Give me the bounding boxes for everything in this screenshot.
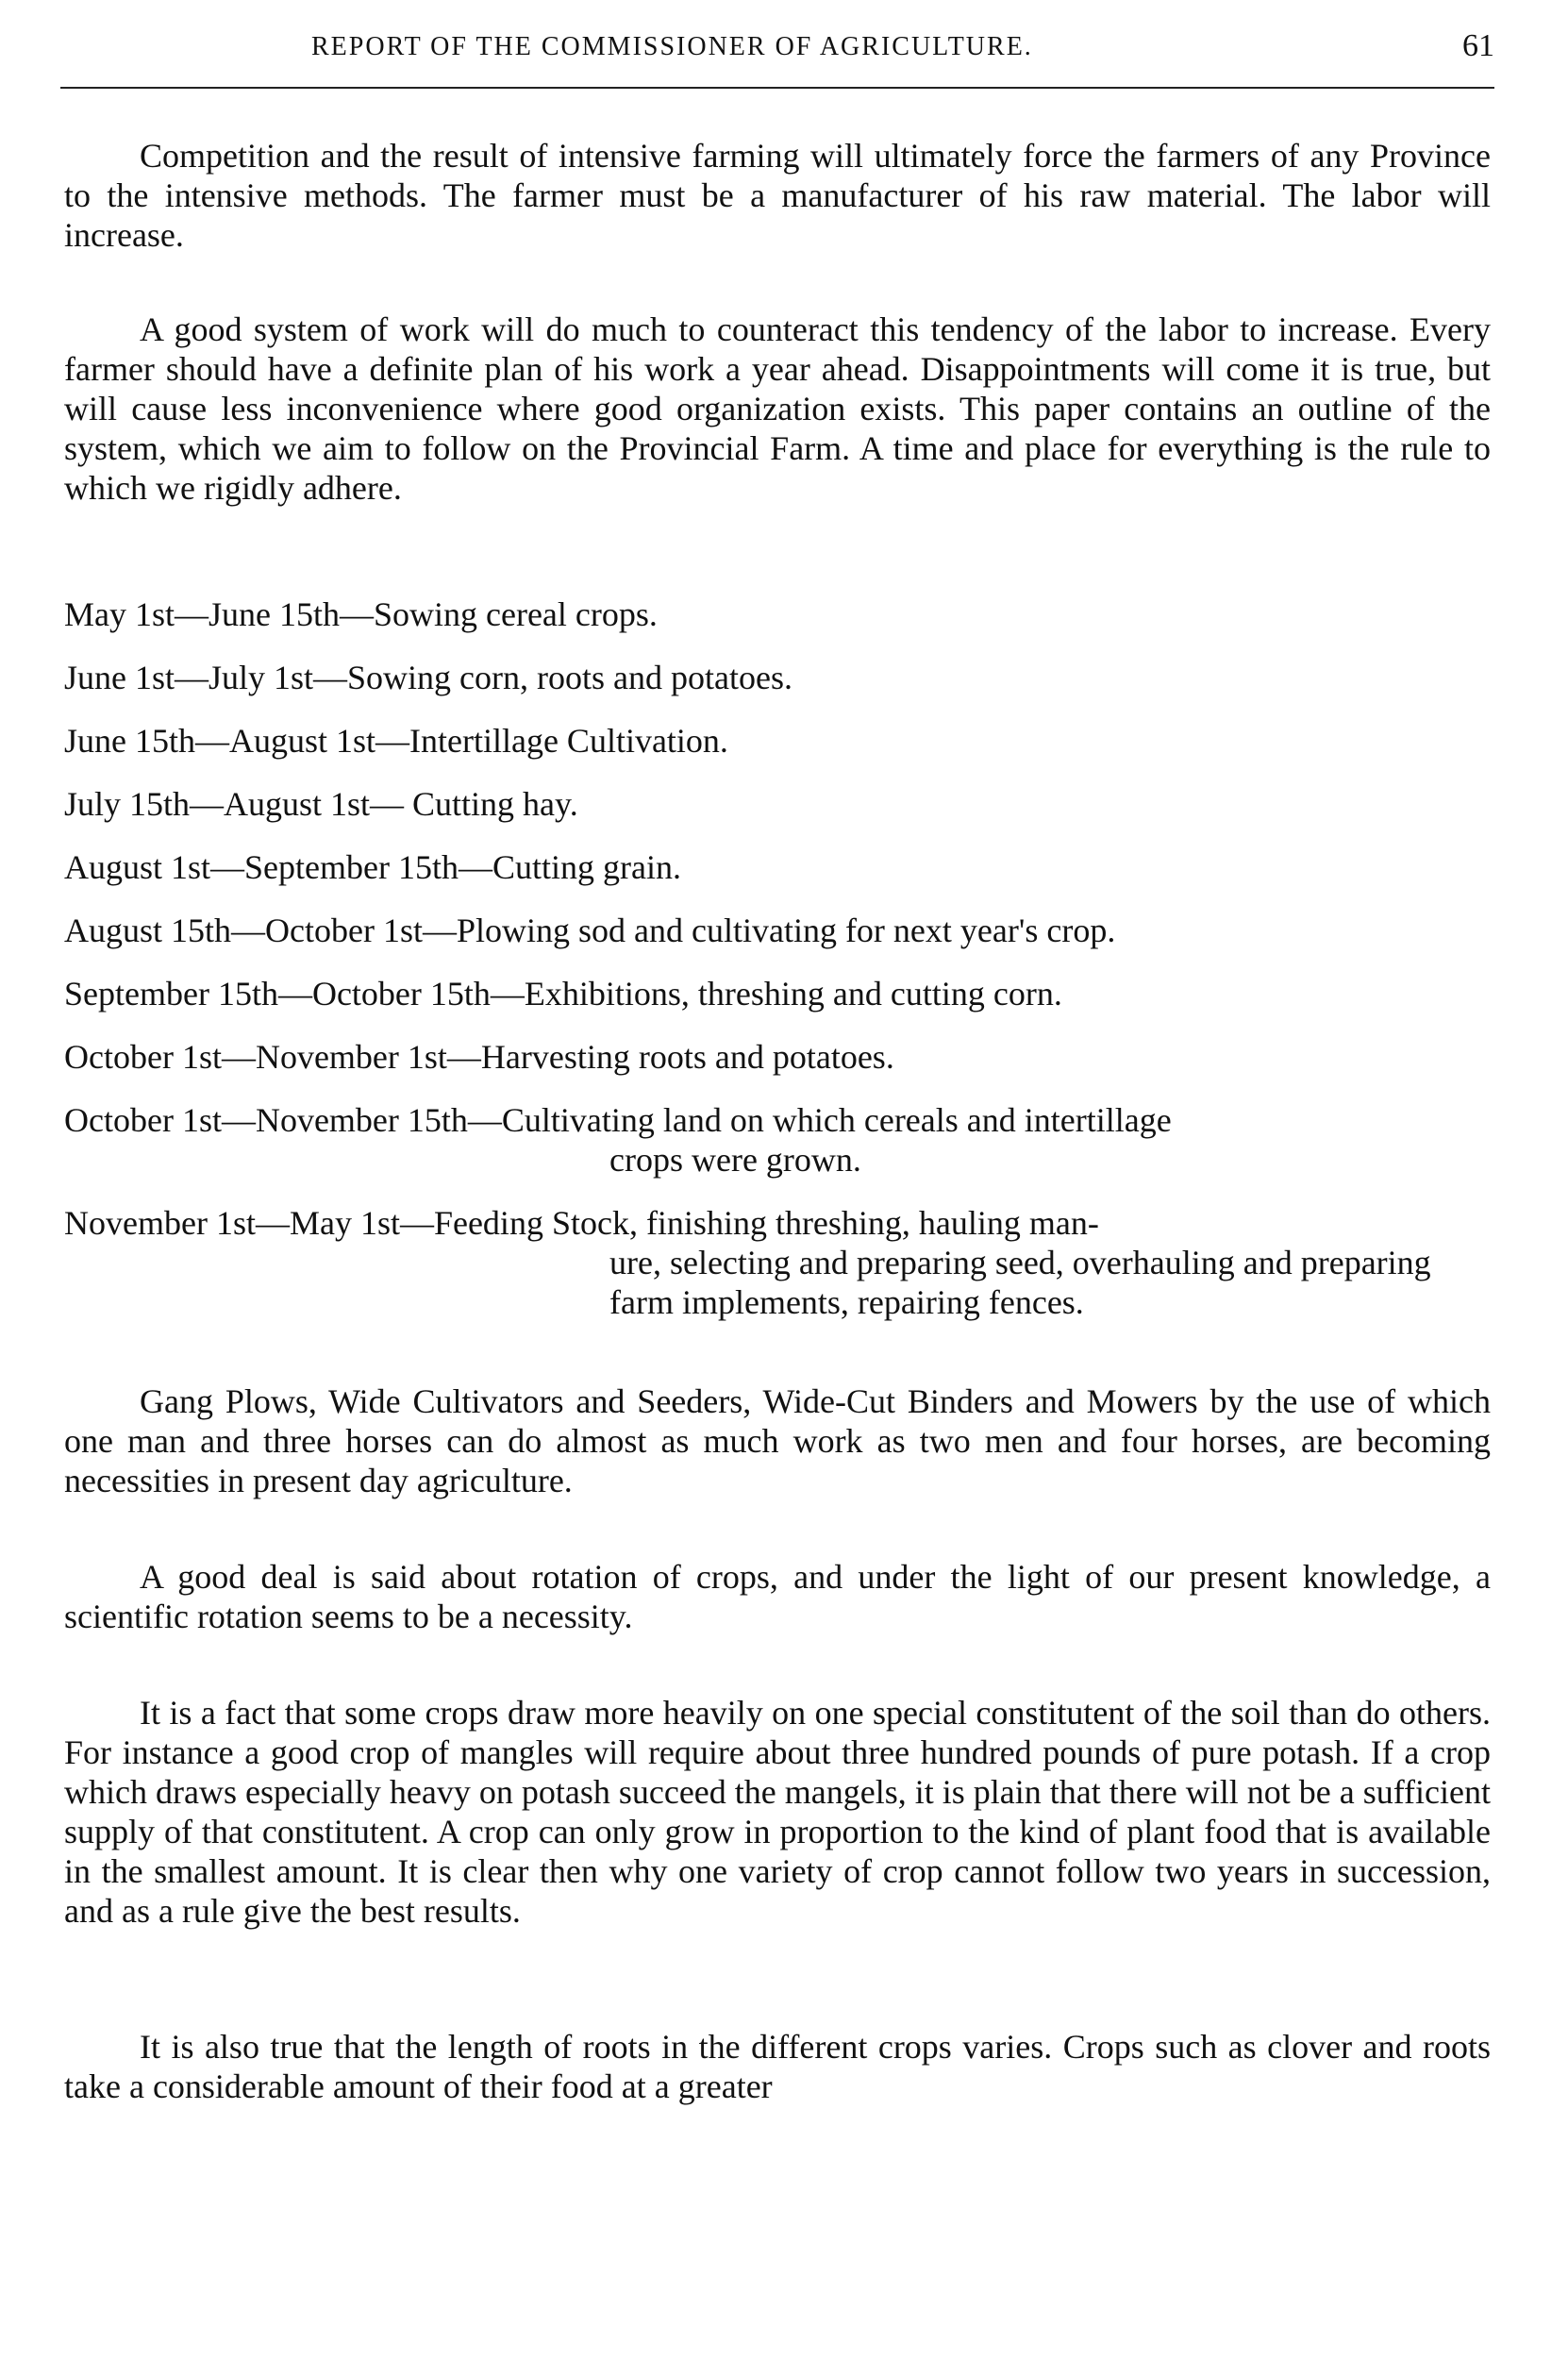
schedule-item: May 1st—June 15th—Sowing cereal crops. — [64, 595, 658, 633]
paragraph-root-length: It is also true that the length of roots in the different crops varies. Crops such as clover and roots take a considerable amount of their food at a greater — [64, 2028, 1491, 2105]
schedule-item: June 1st—July 1st—Sowing corn, roots and potatoes. — [64, 659, 792, 696]
paragraph-machinery: Gang Plows, Wide Cultivators and Seeders, Wide-Cut Binders and Mowers by the use of which one man and three horses can do almost as much work as two men and four horses, are becoming necessities in present day agriculture. — [64, 1382, 1491, 1499]
schedule-item-continuation: crops were grown. — [609, 1141, 861, 1179]
paragraph-competition: Competition and the result of intensive farming will ultimately force the farmers of any Province to the intensive methods. The farmer must be a manufacturer of his raw material. The labor will increase. — [64, 137, 1491, 254]
schedule-item: August 1st—September 15th—Cutting grain. — [64, 848, 681, 886]
header-rule — [60, 87, 1494, 89]
schedule-item-lead: October 1st—November 15th—Cultivating land on which cereals and intertillage — [64, 1101, 1172, 1139]
paragraph-soil-constituents: It is a fact that some crops draw more heavily on one special constitutent of the soil than do others. For instance a good crop of mangles will require about three hundred pounds of pure potash. If a crop which draws especially heavy on potash succeed the mangels, it is plain that there will not be a sufficient supply of that constitutent. A crop can only grow in proportion to the kind of plant food that is available in the smallest amount. It is clear then why one variety of crop cannot follow two years in succession, and as a rule give the best results. — [64, 1694, 1491, 1930]
page-number: 61 — [1462, 28, 1494, 63]
paragraph-rotation: A good deal is said about rotation of crops, and under the light of our present knowledge, a scientific rotation seems to be a necessity. — [64, 1558, 1491, 1635]
schedule-item: August 15th—October 1st—Plowing sod and cultivating for next year's crop. — [64, 912, 1116, 949]
schedule-item: September 15th—October 15th—Exhibitions, threshing and cutting corn. — [64, 975, 1062, 1013]
header-title: REPORT OF THE COMMISSIONER OF AGRICULTURE. — [311, 32, 1033, 61]
schedule-item: July 15th—August 1st— Cutting hay. — [64, 785, 578, 823]
paragraph-system-of-work: A good system of work will do much to counteract this tendency of the labor to increase. Every farmer should have a definite plan of his work a year ahead. Disappointments will come it is true, but will cause less inconvenience where good organization exists. This paper contains an outline of the system, which we aim to follow on the Provincial Farm. A time and place for everything is the rule to which we rigidly adhere. — [64, 310, 1491, 507]
schedule-item — [64, 1100, 1498, 1180]
schedule-item — [64, 1203, 1498, 1322]
schedule-item: October 1st—November 1st—Harvesting roots and potatoes. — [64, 1038, 894, 1076]
schedule-item-lead: November 1st—May 1st—Feeding Stock, finishing threshing, hauling man- — [64, 1204, 1099, 1242]
running-header — [60, 25, 1494, 81]
work-schedule — [64, 594, 1498, 1346]
schedule-item: June 15th—August 1st—Intertillage Cultivation. — [64, 722, 728, 760]
schedule-item-continuation: ure, selecting and preparing seed, overhauling and preparing farm implements, repairing fences. — [609, 1244, 1431, 1321]
